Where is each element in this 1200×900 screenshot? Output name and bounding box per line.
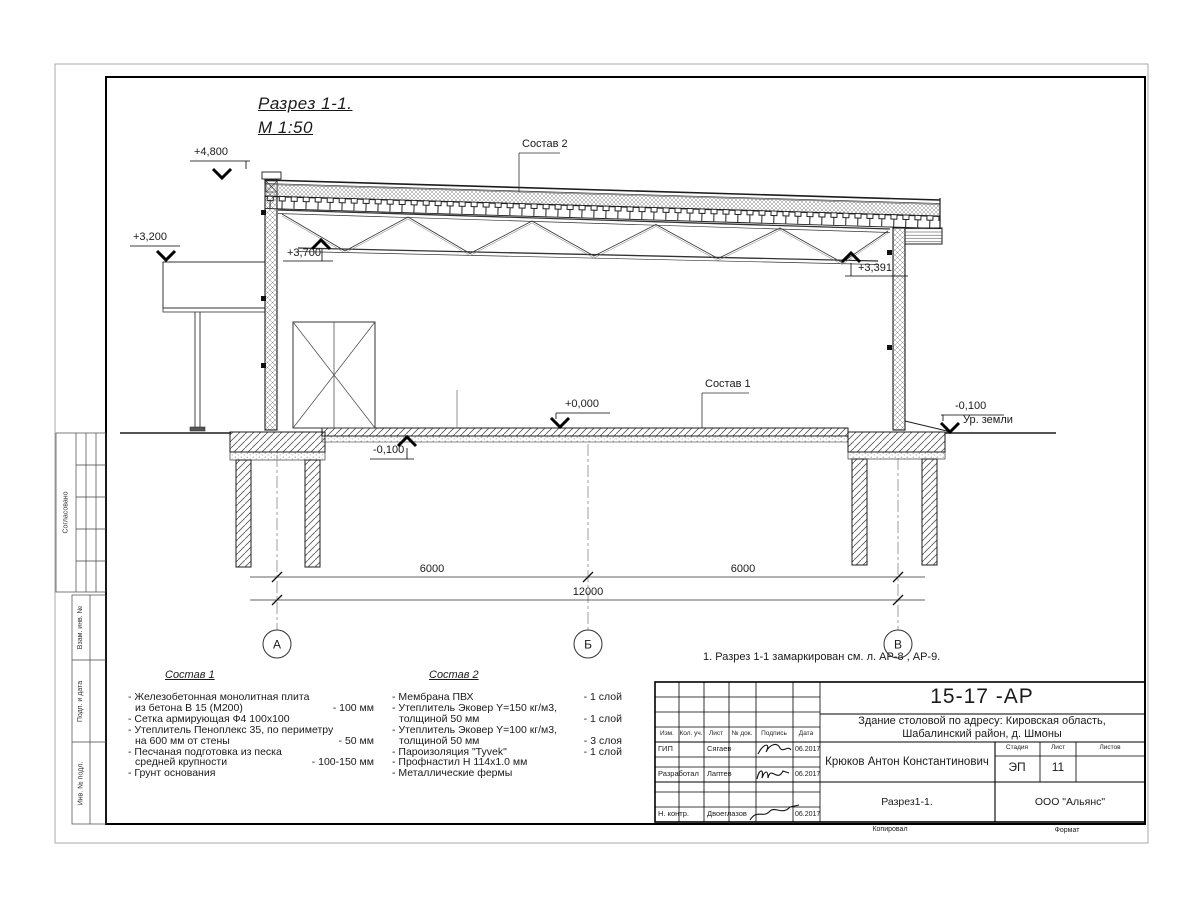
legend2 (392, 692, 622, 779)
company-name: ООО "Альянс" (1034, 796, 1106, 808)
door-opening (293, 322, 375, 428)
legend-line: - Железобетонная монолитная плита (128, 691, 310, 703)
legend-line: средней крупности - 100-150 мм (135, 756, 374, 769)
sheets-label: Листов (1099, 744, 1121, 751)
col-data: Дата (798, 730, 814, 737)
axis-a: А (272, 637, 282, 652)
legend-line: из бетона В 15 (М200) - 100 мм (135, 701, 374, 714)
margin-inv-podl: Инв. № подл. (77, 761, 85, 805)
sheet-label: Лист (1050, 744, 1066, 751)
legend-line: - Утеплитель Эковер Y=100 кг/м3, (392, 723, 558, 736)
legend-line: - Металлические фермы (392, 767, 513, 780)
row-dev-name: Лаптев (707, 769, 732, 778)
porch-canopy (163, 262, 265, 431)
stage-value: ЭП (1008, 760, 1026, 774)
legend-line: - Профнастил Н 114х1.0 мм (392, 756, 528, 769)
doc-code: 15-17 -АР (930, 685, 1034, 708)
elevation-minus0100-floor: -0,100 (373, 444, 405, 456)
row-ncontr-name: Двоеглазов (707, 809, 747, 818)
copied-label: Копировал (872, 826, 908, 833)
legend2-title: Состав 2 (429, 669, 479, 681)
elevation-3391: +3,391 (858, 262, 892, 274)
legend-line: - Утеплитель Пеноплекс 35, по периметру (128, 723, 334, 736)
row-ncontr-date: 06.2017 (795, 811, 821, 818)
drawing-note: 1. Разрез 1-1 замаркирован см. л. АР-8 , АР-9. (703, 651, 941, 663)
sheet-number: 11 (1051, 760, 1065, 774)
project-name-line2: Шабалинский район, д. Шмоны (902, 728, 1062, 740)
legend-line: - Утеплитель Эковер Y=150 кг/м3, (392, 701, 558, 714)
col-izm: Изм. (660, 730, 674, 737)
elevation-minus0100-ground: -0,100 (955, 400, 987, 412)
legend-line: - Грунт основания (128, 767, 216, 780)
legend-line: - Песчаная подготовка из песка (128, 745, 282, 758)
stage-label: Стадия (1005, 744, 1029, 751)
legend-line: - Сетка армирующая Ф4 100х100 (128, 712, 290, 725)
format-label: Формат (1054, 827, 1080, 834)
foundations (230, 432, 945, 567)
dim-6000-right: 6000 (730, 563, 756, 575)
elevation-0000: +0,000 (565, 398, 599, 410)
axis-b: Б (584, 637, 592, 652)
legend-line: - Мембрана ПВХ - 1 слой (392, 691, 622, 703)
row-gip-role: ГИП (658, 744, 673, 753)
row-ncontr-role: Н. контр. (658, 809, 689, 818)
margin-agreed: Согласовано (63, 491, 70, 534)
margin-vzam-inv: Взам. инв. № (77, 605, 85, 650)
row-gip-date: 06.2017 (795, 746, 821, 753)
legend-line: толщиной 50 мм - 1 слой (399, 712, 622, 725)
elevation-4800: +4,800 (194, 146, 228, 158)
drawing-title: Разрез 1-1. (258, 94, 353, 113)
callout-sostav1: Состав 1 (705, 378, 751, 390)
dimension-lines (250, 444, 925, 658)
project-name-line1: Здание столовой по адресу: Кировская область, (858, 715, 1106, 727)
axis-v: В (893, 637, 903, 652)
row-dev-date: 06.2017 (795, 771, 821, 778)
legend1-title: Состав 1 (165, 669, 215, 681)
col-kol-uch: Кол. уч. (679, 730, 703, 737)
author-name: Крюков Антон Константинович (825, 756, 989, 768)
elevation-3200: +3,200 (133, 231, 167, 243)
col-list: Лист (708, 730, 724, 737)
legend-line: - Пароизоляция "Tyvek" - 1 слой (392, 745, 622, 758)
row-gip-name: Сягаев (707, 744, 732, 753)
callout-sostav2: Состав 2 (522, 138, 568, 150)
col-doc: № док. (731, 730, 753, 737)
legend1 (128, 692, 374, 779)
dim-12000: 12000 (572, 586, 604, 598)
legend-line: на 600 мм от стены - 50 мм (135, 734, 374, 747)
margin-podp-data: Подп. и дата (77, 680, 85, 722)
legend-line: толщиной 50 мм - 3 слоя (399, 734, 622, 747)
row-dev-role: Разработал (658, 769, 699, 778)
sheet-title: Разрез1-1. (881, 796, 933, 808)
ground-level-label: Ур. земли (963, 414, 1013, 426)
dim-6000-left: 6000 (419, 563, 445, 575)
roof-package (265, 180, 940, 229)
col-podpis: Подпись (761, 730, 787, 737)
drawing-scale: М 1:50 (258, 118, 313, 137)
elevation-3700: +3,700 (287, 247, 321, 259)
